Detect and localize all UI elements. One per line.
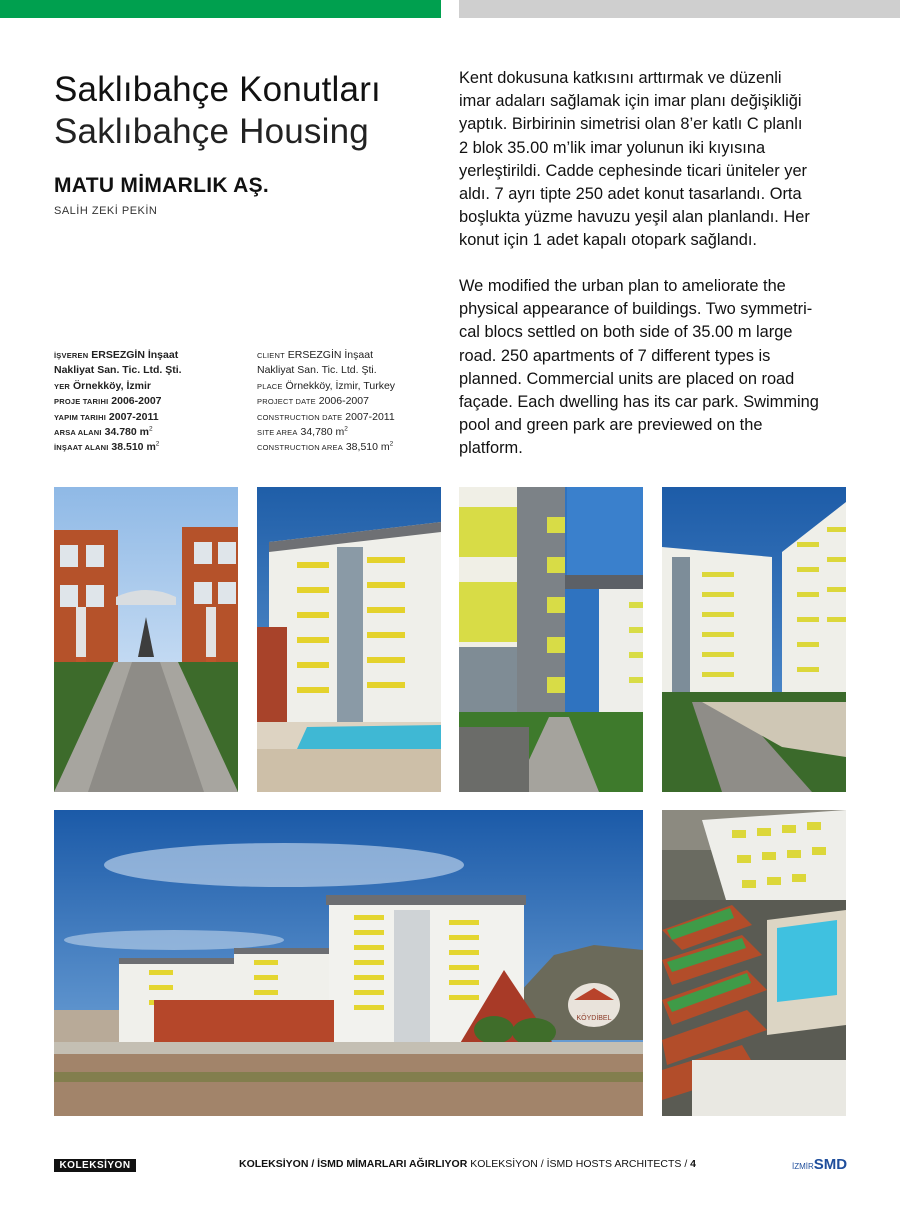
info-label: İNŞAAT ALANI: [54, 443, 109, 453]
text-line: yerleştirildi. Cadde cephesinde ticari üniteler yer: [459, 161, 808, 180]
text-line: platform.: [459, 439, 523, 458]
superscript: 2: [149, 425, 153, 433]
info-construction-row: [54, 410, 249, 425]
text-line: boşlukta yüzme havuzu yeşil alan planlandı. Her: [459, 208, 810, 227]
footer-koleksiyon-logo: KOLEKSİYON: [54, 1159, 136, 1172]
info-client-row: [54, 348, 249, 363]
text-line: physical appearance of buildings. Two symmetri-: [459, 300, 813, 319]
info-label: YER: [54, 381, 71, 391]
info-label: PROJE TARIHI: [54, 397, 109, 407]
info-value: Örnekköy, İzmir, Turkey: [285, 379, 396, 392]
info-label: CONSTRUCTION AREA: [257, 443, 343, 453]
info-value: 34,780 m: [300, 426, 345, 439]
info-construction-row: [257, 410, 442, 425]
text-line: road. 250 apartments of 7 different types is: [459, 346, 771, 365]
info-value: Örnekköy, İzmir: [72, 379, 151, 392]
info-value: 34.780 m: [104, 426, 149, 439]
photo-courtyard-path: [54, 487, 238, 792]
superscript: 2: [389, 440, 394, 448]
info-label: SITE AREA: [257, 428, 298, 438]
superscript: 2: [155, 440, 160, 448]
footer-title-tr: KOLEKSİYON / İSMD MİMARLARI AĞIRLIYOR: [239, 1158, 468, 1170]
text-line: Kent dokusuna katkısını arttırmak ve düzenli: [459, 69, 782, 87]
text-line: yaptık. Birbirinin simetrisi olan 8’er katlı C planlı: [459, 115, 803, 134]
info-project-row: [54, 394, 249, 409]
photo-aerial-pool: [662, 810, 846, 1116]
info-label: YAPIM TARIHI: [54, 412, 106, 422]
info-client-cont: Nakliyat San. Tic. Ltd. Şti.: [257, 364, 377, 377]
info-value: 2007-2011: [108, 410, 159, 423]
text-line: 2 blok 35.00 m’lik imar yolunun iki kıyısına: [459, 138, 766, 157]
info-value: ERSEZGİN İnşaat: [91, 349, 179, 361]
top-accent-bar-green: [0, 0, 441, 18]
text-line: façade. Each dwelling has its car park. Swimming: [459, 393, 819, 412]
info-value: 2006-2007: [318, 395, 369, 408]
description-en: [459, 275, 854, 461]
info-client-row: [257, 348, 442, 363]
info-project-row: [257, 394, 442, 409]
top-accent-bar-gray: [459, 0, 900, 18]
info-area-row: [54, 440, 249, 455]
info-site-row: [54, 425, 249, 440]
footer-brand-large: SMD: [813, 1156, 848, 1173]
info-label: ARSA ALANI: [54, 428, 102, 438]
info-site-row: [257, 425, 442, 440]
text-line: planned. Commercial units are placed on road: [459, 369, 795, 388]
text-line: cal blocs settled on both side of 35.00 m large: [459, 323, 793, 342]
info-label: İŞVEREN: [54, 351, 89, 360]
text-line: We modified the urban plan to ameliorate the: [459, 277, 786, 295]
project-info-en: [257, 348, 442, 456]
project-title-en: Saklıbahçe Housing: [54, 112, 369, 151]
project-info-tr: [54, 348, 249, 456]
text-line: imar adaları sağlamak için imar planı değişikliği: [459, 92, 802, 111]
billboard-text: KÖYDİBEL: [576, 1015, 612, 1022]
text-line: pool and green park are previewed on the: [459, 416, 763, 435]
project-title-tr: Saklıbahçe Konutları: [54, 70, 381, 109]
footer-brand-small: İZMİR: [792, 1162, 814, 1171]
photo-bridge-path: [459, 487, 643, 792]
info-value: 38.510 m: [111, 441, 156, 454]
architect-name: SALİH ZEKİ PEKİN: [54, 205, 158, 217]
info-value: 2006-2007: [111, 395, 162, 408]
description-tr: [459, 67, 854, 253]
info-value: 2007-2011: [345, 410, 395, 423]
footer-title-en: KOLEKSİYON / İSMD HOSTS ARCHITECTS /: [467, 1158, 691, 1170]
firm-name: MATU MİMARLIK AŞ.: [54, 174, 270, 197]
info-client-cont: Nakliyat San. Tic. Ltd. Şti.: [54, 364, 182, 377]
info-label: PLACE: [257, 381, 283, 391]
info-label: CONSTRUCTION DATE: [257, 412, 343, 422]
text-line: aldı. 7 ayrı tipte 250 adet konut tasarlandı. Orta: [459, 185, 802, 204]
footer-running-title: [239, 1158, 696, 1170]
footer-ismd-logo: [792, 1156, 847, 1174]
info-place-row: [54, 379, 249, 394]
info-value: 38,510 m: [345, 441, 390, 454]
info-area-row: [257, 440, 442, 455]
page-number: 4: [690, 1158, 696, 1170]
photo-tower-pool: [257, 487, 441, 792]
info-value: ERSEZGİN İnşaat: [287, 349, 373, 361]
photo-blocks-walkway: [662, 487, 846, 792]
photo-panorama: [54, 810, 643, 1116]
text-line: konut için 1 adet kapalı otopark sağlandı.: [459, 231, 757, 250]
info-place-row: [257, 379, 442, 394]
info-label: CLIENT: [257, 351, 285, 360]
superscript: 2: [344, 425, 348, 433]
info-label: PROJECT DATE: [257, 397, 316, 407]
